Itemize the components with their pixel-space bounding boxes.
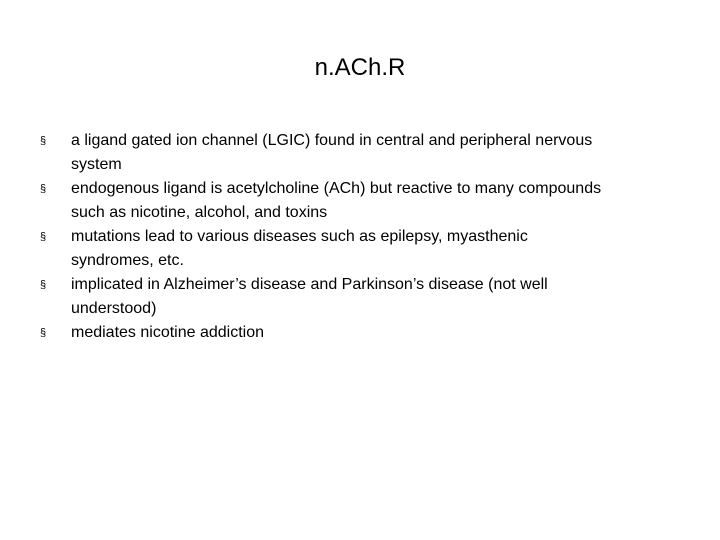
bullet-text-line: system <box>71 156 122 173</box>
bullet-item <box>40 177 670 225</box>
bullet-marker-icon: § <box>40 231 47 243</box>
bullet-text-line: syndromes, etc. <box>71 252 184 269</box>
bullet-marker-icon: § <box>40 135 47 147</box>
bullet-text-line: mediates nicotine addiction <box>71 324 265 341</box>
bullet-text-line: mutations lead to various diseases such as epilepsy, myasthenic <box>71 228 528 245</box>
bullet-marker-icon: § <box>40 327 47 339</box>
bullet-list <box>40 129 670 345</box>
bullet-item <box>40 321 670 345</box>
bullet-text-line: endogenous ligand is acetylcholine (ACh) but reactive to many compounds <box>71 180 602 197</box>
bullet-text-line: implicated in Alzheimer’s disease and Parkinson’s disease (not well <box>71 276 548 293</box>
slide-title: n.ACh.R <box>314 54 406 81</box>
bullet-item <box>40 273 670 321</box>
bullet-text-line: a ligand gated ion channel (LGIC) found in central and peripheral nervous <box>71 132 593 149</box>
bullet-text-line: understood) <box>71 300 157 317</box>
bullet-marker-icon: § <box>40 183 47 195</box>
bullet-text-line: such as nicotine, alcohol, and toxins <box>71 204 328 221</box>
bullet-item <box>40 225 670 273</box>
bullet-item <box>40 129 670 177</box>
bullet-marker-icon: § <box>40 279 47 291</box>
